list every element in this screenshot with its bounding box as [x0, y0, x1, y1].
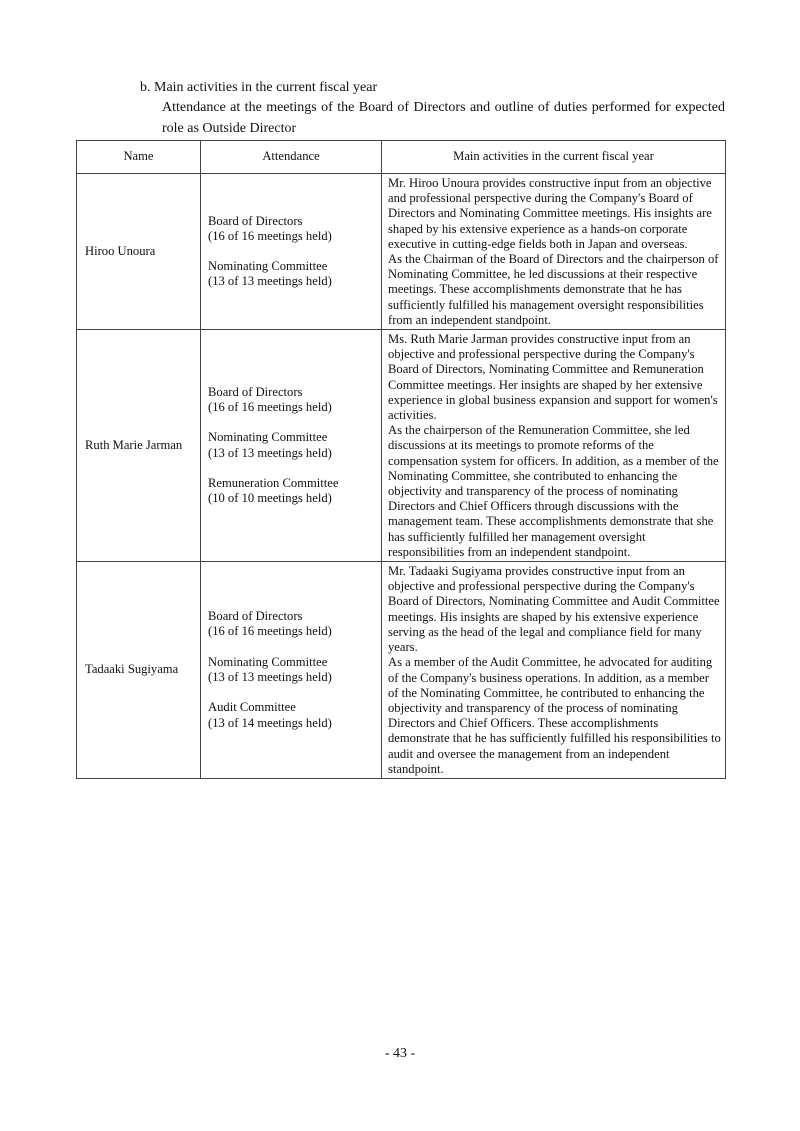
director-name: Tadaaki Sugiyama	[77, 562, 201, 779]
attendance-cell	[201, 174, 382, 330]
attendance-entry	[208, 476, 381, 506]
meeting-label: Audit Committee	[208, 700, 296, 715]
meeting-count: (13 of 14 meetings held)	[208, 715, 332, 730]
director-name: Ruth Marie Jarman	[77, 330, 201, 562]
meeting-label: Nominating Committee	[208, 259, 328, 274]
section-intro: Attendance at the meetings of the Board of Directors and outline of duties performed for expected role as Outside Director	[162, 100, 725, 136]
activities-cell	[382, 330, 726, 562]
meeting-label: Board of Directors	[208, 384, 303, 399]
attendance-entry	[208, 655, 381, 685]
director-name: Hiroo Unoura	[77, 174, 201, 330]
attendance-entry	[208, 430, 381, 460]
activities-table	[76, 140, 726, 779]
meeting-label: Board of Directors	[208, 609, 303, 624]
attendance-entry	[208, 214, 381, 244]
attendance-cell	[201, 330, 382, 562]
activities-paragraph: Mr. Hiroo Unoura provides constructive input from an objective and professional perspective during the Company's Board of Directors and Nominating Committee meetings. His insights are shaped by his extensive experience as a hands-on corporate executive in cutting-edge fields both in Japan and overseas.	[388, 176, 712, 251]
activities-cell	[382, 174, 726, 330]
header-name: Name	[77, 141, 201, 174]
meeting-count: (13 of 13 meetings held)	[208, 274, 332, 289]
meeting-label: Nominating Committee	[208, 654, 328, 669]
meeting-count: (10 of 10 meetings held)	[208, 491, 332, 506]
attendance-entry	[208, 700, 381, 730]
meeting-label: Remuneration Committee	[208, 475, 339, 490]
meeting-label: Nominating Committee	[208, 430, 328, 445]
activities-paragraph: Ms. Ruth Marie Jarman provides constructive input from an objective and professional perspective during the Company's Board of Directors, Nominating Committee and Remuneration Committee meetings. Her insights are shaped by her extensive experience in global business expansion and support for women's activities.	[388, 332, 718, 423]
header-activities: Main activities in the current fiscal year	[382, 141, 726, 174]
table-header-row	[77, 141, 726, 174]
activities-paragraph: As the Chairman of the Board of Directors and the chairperson of Nominating Committee, he led discussions at their respective meetings. These accomplishments demonstrate that he has sufficiently fulfilled his management oversight responsibilities from an independent standpoint.	[388, 252, 719, 327]
section-heading: b. Main activities in the current fiscal year	[140, 80, 378, 95]
activities-paragraph: As the chairperson of the Remuneration Committee, she led discussions at its meetings to promote reforms of the compensation system for officers. In addition, as a member of the Nominating Committee, she contributed to enhancing the objectivity and transparency of the process of nominating Directors and Chief Officers through discussions with the management team. These accomplishments demonstrate that she has sufficiently fulfilled her management oversight responsibilities from an independent standpoint.	[388, 423, 719, 559]
table-row	[77, 174, 726, 330]
table-row	[77, 330, 726, 562]
table-row	[77, 562, 726, 779]
attendance-entry	[208, 609, 381, 639]
activities-paragraph: As a member of the Audit Committee, he advocated for auditing of the Company's business operations. In addition, as a member of the Nominating Committee, he contributed to enhancing the objectivity and transparency of the process of nominating Directors and Chief Officers. These accomplishments demonstrate that he has sufficiently fulfilled his responsibilities to audit and oversee the management from an independent standpoint.	[388, 655, 721, 776]
meeting-count: (16 of 16 meetings held)	[208, 399, 332, 414]
header-attendance: Attendance	[201, 141, 382, 174]
meeting-count: (13 of 13 meetings held)	[208, 445, 332, 460]
activities-paragraph: Mr. Tadaaki Sugiyama provides constructive input from an objective and professional perspective during the Company's Board of Directors, Nominating Committee and Audit Committee meetings. His insights are shaped by his extensive experience serving as the head of the legal and compliance field for many years.	[388, 564, 720, 655]
attendance-entry	[208, 259, 381, 289]
page-number: - 43 -	[384, 1046, 416, 1061]
attendance-cell	[201, 562, 382, 779]
activities-cell	[382, 562, 726, 779]
meeting-label: Board of Directors	[208, 213, 303, 228]
attendance-entry	[208, 385, 381, 415]
meeting-count: (16 of 16 meetings held)	[208, 228, 332, 243]
meeting-count: (16 of 16 meetings held)	[208, 624, 332, 639]
meeting-count: (13 of 13 meetings held)	[208, 670, 332, 684]
